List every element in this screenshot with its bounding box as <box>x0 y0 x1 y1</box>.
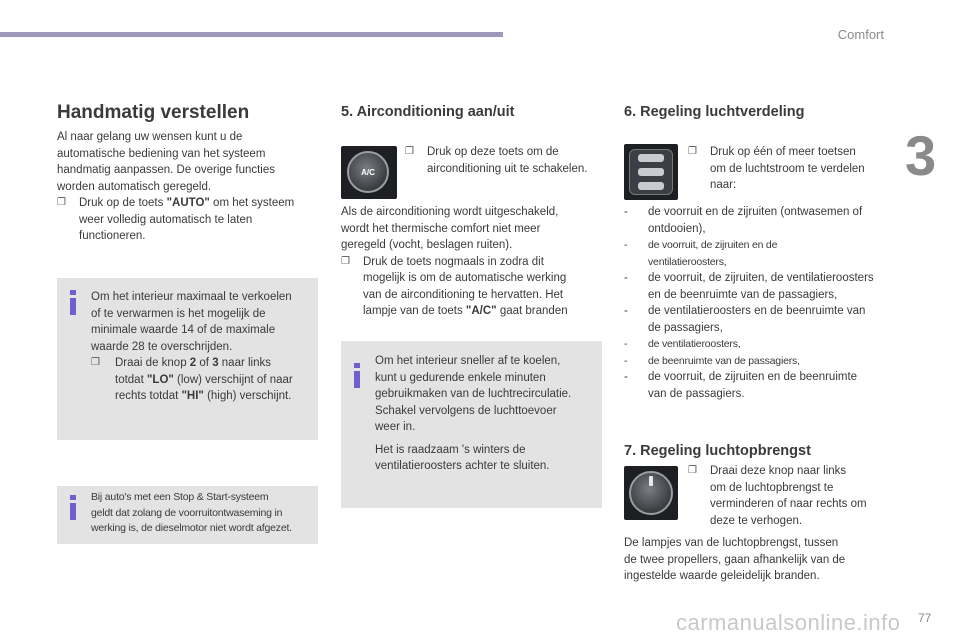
intro-line: handmatig aanpassen. De overige functies <box>57 164 276 176</box>
bullet-marker-icon: ❐ <box>405 146 414 157</box>
info-box-recirculation: Om het interieur sneller af te koelen, kunt u gedurende enkele minuten gebruikmaken van de luchtrecirculatie. Schakel vervolgens de luchttoevoer weer in. Het is raadzaam 's winters de ventilatieroosters achter te sluiten. <box>341 341 602 508</box>
distribution-list: - de voorruit en de zijruiten (ontwasemen of ontdooien), - de voorruit, de zijruiten en de ventilatieroosters, - de voorruit, de zijruiten, de ventilatieroosters en de beenruimte van de passagiers, - de ventilatieroosters en de beenruimte van de passagiers, - de ventilatieroosters, - de beenruimte van de passagiers, - de voorruit, de zijruiten en de beenruimte van de passagiers. <box>624 204 894 402</box>
heading-airconditioning: 5. Airconditioning aan/uit <box>341 104 515 120</box>
page-number: 77 <box>918 611 932 625</box>
list-item: - de voorruit, de zijruiten, de ventilatieroosters <box>624 272 874 284</box>
auto-bullet: ❐ Druk op de toets "AUTO" om het systeem <box>57 195 322 212</box>
intro-line: Al naar gelang uw wensen kunt u de <box>57 131 243 143</box>
column-manual-adjust <box>57 102 322 245</box>
info-line: Om het interieur maximaal te verkoelen <box>91 291 292 303</box>
list-item: - de ventilatieroosters, <box>624 338 741 350</box>
heading-manual-adjust: Handmatig verstellen <box>57 102 250 123</box>
header-accent-bar <box>0 32 503 37</box>
list-item: - de ventilatieroosters en de beenruimte van <box>624 305 866 317</box>
ac-resume-bullet: ❐ Druk de toets nogmaals in zodra dit <box>341 254 606 271</box>
bullet-cont: weer volledig automatisch te laten <box>79 213 253 226</box>
bullet-marker-icon: ❐ <box>91 357 100 368</box>
heading-air-distribution: 6. Regeling luchtverdeling <box>624 104 805 120</box>
info-line: Bij auto's met een Stop & Start-systeem <box>91 491 269 503</box>
air-flow-paragraph: De lampjes van de luchtopbrengst, tussen de twee propellers, gaan afhankelijk van de ingestelde waarde geleidelijk branden. <box>624 537 846 582</box>
list-item: - de voorruit, de zijruiten en de beenruimte <box>624 371 858 383</box>
info-line: minimale waarde 14 of de maximale <box>91 324 276 336</box>
chapter-number: 3 <box>905 124 937 187</box>
knob-bullet: ❐ Draai de knop 2 of 3 naar links <box>91 355 316 372</box>
info-line: geldt dat zolang de voorruitontwaseming in <box>91 506 283 519</box>
info-box-temperature: Om het interieur maximaal te verkoelen of te verwarmen is het mogelijk de minimale waarde 14 of de maximale waarde 28 te overschrijden. ❐ Draai de knop 2 of 3 naar links totdat "LO" (low) verschijnt of naar rechts totdat "HI" (high) verschijnt. <box>57 278 318 440</box>
intro-line: automatische bediening van het systeem <box>57 147 266 160</box>
bullet-marker-icon: ❐ <box>688 465 697 476</box>
distribution-step: ❐ Druk op één of meer toetsen <box>688 144 888 161</box>
bullet-cont: functioneren. <box>79 230 146 242</box>
bullet-marker-icon: ❐ <box>688 146 697 157</box>
list-item: - de beenruimte van de passagiers, <box>624 354 800 367</box>
ac-button-image <box>341 146 397 199</box>
heading-air-flow: 7. Regeling luchtopbrengst <box>624 443 811 459</box>
info-icon <box>70 495 76 520</box>
list-item: - de voorruit en de zijruiten (ontwasemen of <box>624 206 863 218</box>
info-icon <box>70 290 76 315</box>
ac-step: ❐ Druk op deze toets om de <box>405 144 605 161</box>
info-box-stop-start <box>57 486 318 544</box>
ac-label: A/C <box>361 168 375 177</box>
watermark: carmanualsonline.info <box>676 610 901 635</box>
list-item: - de voorruit, de zijruiten en de <box>624 239 778 251</box>
bullet-marker-icon: ❐ <box>57 197 66 208</box>
section-label: Comfort <box>837 27 884 42</box>
info-line: werking is, de dieselmotor niet wordt afgezet. <box>91 522 292 534</box>
info-line: of te verwarmen is het mogelijk de <box>91 307 266 320</box>
bullet-marker-icon: ❐ <box>341 255 350 267</box>
info-line: waarde 28 te overschrijden. <box>91 340 233 353</box>
air-distribution-buttons-image <box>624 144 678 200</box>
intro-line: worden automatisch geregeld. <box>57 180 212 193</box>
air-flow-knob-image <box>624 466 678 520</box>
ac-paragraph: Als de airconditioning wordt uitgeschakeld, wordt het thermische comfort niet meer geregeld (vocht, beslagen ruiten). ❐ Druk de toets nogmaals in zodra dit mogelijk is om de automatische werking van de airconditioning te hervatten. Het lampje van de toets "A/C" gaat branden <box>341 204 606 320</box>
air-flow-step: ❐ Draai deze knop naar links <box>688 463 893 480</box>
info-icon <box>354 363 360 388</box>
auto-key: "AUTO" <box>166 197 210 209</box>
